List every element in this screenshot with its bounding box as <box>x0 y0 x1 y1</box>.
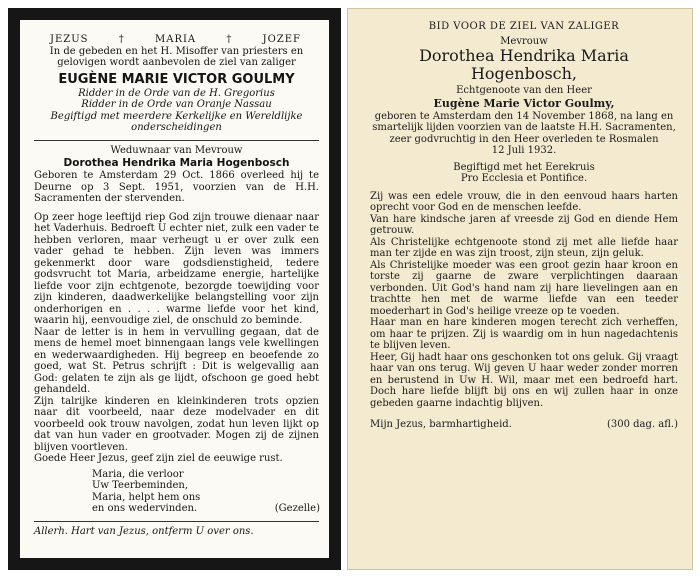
award-line: Begiftigd met het Eerekruis <box>453 161 595 173</box>
poem-line: Uw Teerbeminden, <box>92 480 189 491</box>
memorial-card-left <box>8 8 341 570</box>
poem-last-row <box>92 503 320 515</box>
award-line: Pro Ecclesia et Pontifice. <box>460 173 588 184</box>
memorial-card-right <box>347 8 693 570</box>
spacer <box>34 205 319 212</box>
deceased-name: EUGÈNE MARIE VICTOR GOULMY <box>58 71 295 87</box>
title-word: JOZEF <box>262 34 301 45</box>
divider <box>34 140 319 141</box>
poem-author: (Gezelle) <box>274 503 320 514</box>
spouse-name: Eugène Marie Victor Goulmy, <box>433 96 615 110</box>
honor-line: Begiftigd met meerdere Kerkelijke en Wereldlijke onderscheidingen <box>50 110 303 133</box>
tribute-paragraph: Op zeer hoge leeftijd riep God zijn trouwe dienaar naar het Vaderhuis. Bedroeft U echter niet, zulk een vader te hebben verloren, maar verheugt u er over zulk een vader gehad te hebben. Zijn leven was immers gekenmerkt door ware godsdienstigheid, tedere godsvrucht tot Maria, arbeidzame energie, hartelijke liefde voor zijn echtgenote, bezorgde toewijding voor zijn kinderen, daadwerkelijke belangstelling voor zijn onderhorigen en . . . . warme liefde voor het kind, waarin hij, eenvoudige ziel, de onschuld zo beminde. <box>34 211 319 326</box>
tribute-paragraph: Zijn talrijke kinderen en kleinkinderen trots opzien naar dit voorbeeld, naar deze modelvader en dit voorbeeld ook trouw navolgen, zodat hun leven lijkt op dat van hun vader en grootvader. Mogen zij de zijnen blijven voortleven. <box>34 395 319 453</box>
memorial-card-left-page <box>20 20 329 558</box>
tribute-paragraph: Zij was een edele vrouw, die in den eenvoud haars harten oprecht voor God en de menschen leefde. <box>370 190 678 213</box>
footer-row <box>370 419 678 431</box>
poem-line: Maria, helpt hem ons <box>92 491 201 503</box>
poem-line: en ons wedervinden. <box>92 503 198 514</box>
cross-icon: † <box>226 34 233 45</box>
honor-line: Ridder in de Orde van Oranje Nassau <box>81 99 272 110</box>
title-word: MARIA <box>154 34 197 45</box>
spouse-intro: Echtgenoote van den Heer <box>456 85 592 96</box>
spouse-name: Dorothea Hendrika Maria Hogenbosch <box>63 157 290 169</box>
divider <box>34 521 319 522</box>
card-heading: BID VOOR DE ZIEL VAN ZALIGER <box>428 21 620 32</box>
indulgence-note: (300 dag. afl.) <box>606 419 678 430</box>
tribute-paragraph: Heer, Gij hadt haar ons geschonken tot ons geluk. Gij vraagt haar van ons terug. Wij geven U haar weder zonder morren en berustend in Uw H. Wil, maar met een bedroefd hart. Doch hare liefde blijft bij ons en wij zullen haar in onze gebeden gaarne indachtig blijven. <box>370 351 678 409</box>
honor-line: Ridder in de Orde van de H. Gregorius <box>78 87 275 99</box>
intro-text: In de gebeden en het H. Misoffer van priesters en gelovigen wordt aanbevolen de ziel van zaliger <box>49 45 304 68</box>
honorific: Mevrouw <box>500 35 548 47</box>
deceased-name: Dorothea Hendrika Maria <box>419 46 629 65</box>
tribute-paragraph: Naar de letter is in hem in vervulling gegaan, dat de mens de hemel moet binnengaan langs vele kwellingen en wederwaardigheden. Hij begreep en beoefende zo goed, wat St. Petrus schrijft : Dit is welgevallig aan God: gelaten te zijn als ge lijdt, ofschoon ge goed hebt gehandeld. <box>34 326 319 395</box>
life-text: geboren te Amsterdam den 14 November 1868, na lang en smartelijk lijden voorzien van de laatste H.H. Sacramenten, zeer godvruchtig in den Heer overleden te Rosmalen <box>372 110 676 145</box>
tribute-paragraph: Goede Heer Jezus, geef zijn ziel de eeuwige rust. <box>34 453 283 464</box>
tribute-paragraph: Als Christelijke moeder was een groot gezin haar kroon en torste zij gaarne de zware verplichtingen daaraan verbonden. Uit God's hand nam zij hare lievelingen aan en trachtte hen met de warme liefde van een teeder moederhart in God's heilige vreeze op te voeden. <box>370 259 678 317</box>
cross-icon: † <box>118 34 125 45</box>
tribute-paragraph: Als Christelijke echtgenoote stond zij met alle liefde haar man ter zijde en was zijn troost, zijn steun, zijn geluk. <box>370 236 678 259</box>
life-dates: Geboren te Amsterdam 29 Oct. 1866 overleed hij te Deurne op 3 Sept. 1951, voorzien van de H.H. Sacramenten der stervenden. <box>34 170 319 204</box>
widower-line: Weduwnaar van Mevrouw <box>110 144 243 156</box>
death-date: 12 Juli 1932. <box>491 145 557 156</box>
tribute-paragraph: Haar man en hare kinderen mogen terecht zich verheffen, om haar te prijzen. Zij is waardig om in hun nagedachtenis te blijven leven. <box>370 317 678 351</box>
title-word: JEZUS <box>50 34 89 45</box>
poem-line: Maria, die verloor <box>92 468 184 480</box>
closing-prayer: Allerh. Hart van Jezus, ontferm U over ons. <box>34 525 254 537</box>
poem <box>92 469 319 515</box>
closing-prayer: Mijn Jezus, barmhartigheid. <box>370 419 512 430</box>
deceased-surname: Hogenbosch, <box>470 64 578 83</box>
devotional-title <box>34 34 319 46</box>
tribute-paragraph: Van hare kindsche jaren af vreesde zij God en diende Hem getrouw. <box>370 213 678 236</box>
